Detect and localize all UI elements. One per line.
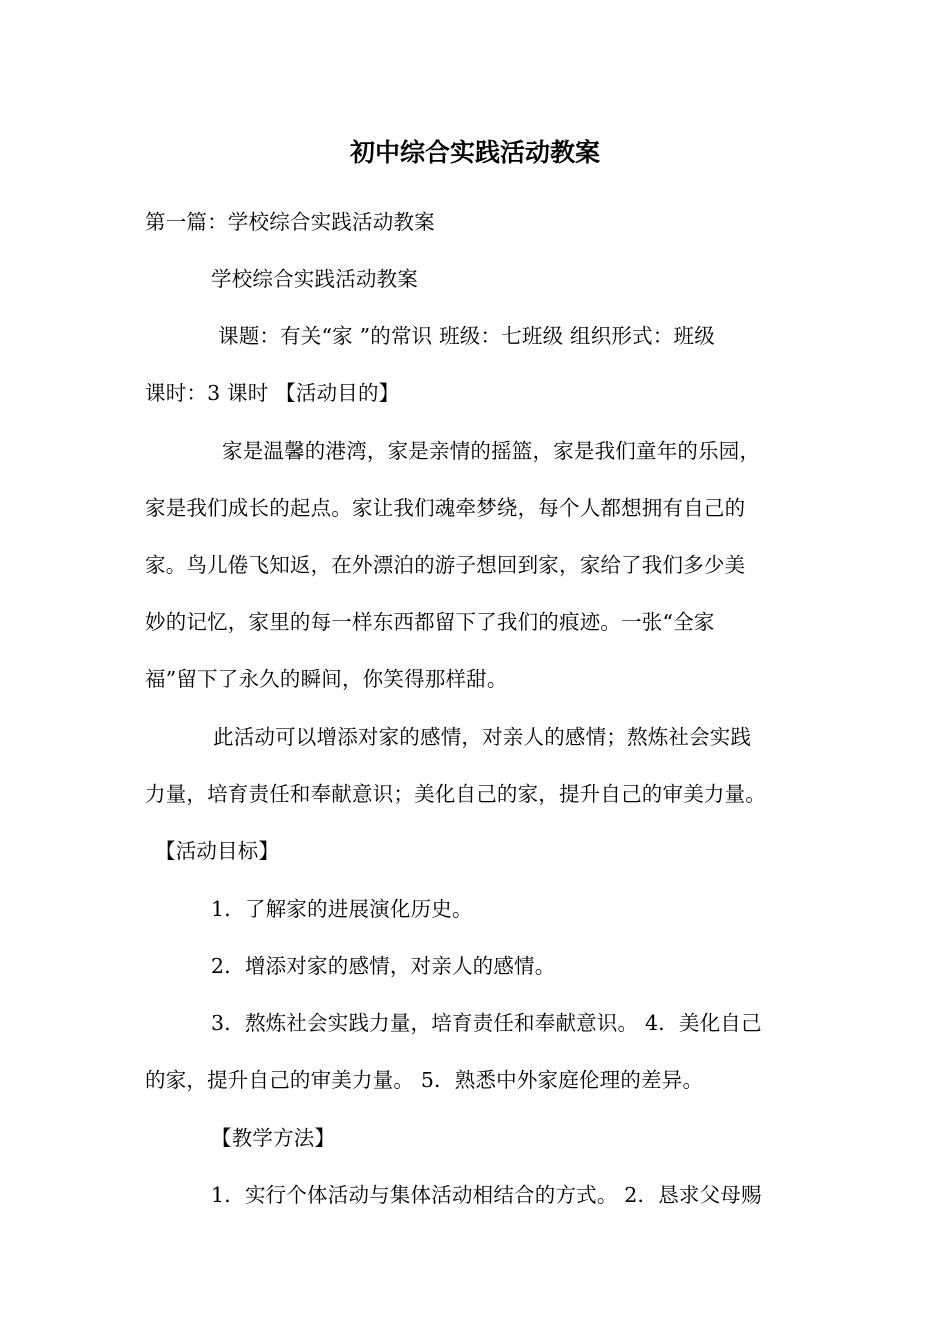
list-item: 2．增添对家的感情，对亲人的感情。 [211, 954, 556, 978]
class-hours-line: 课时：3 课时 【活动目的】 [145, 381, 400, 405]
objectives-heading: 【活动目标】 [155, 839, 280, 863]
list-item: 的家，提升自己的审美力量。 5．熟悉中外家庭伦理的差异。 [145, 1068, 704, 1092]
paragraph-line: 此活动可以增添对家的感情，对亲人的感情；熬炼社会实践 [213, 725, 752, 749]
paragraph-line: 妙的记忆，家里的每一样东西都留下了我们的痕迹。一张“全家 [145, 610, 715, 634]
paragraph-line: 力量，培育责任和奉献意识；美化自己的家，提升自己的审美力量。 [145, 782, 766, 806]
paragraph-line: 家是我们成长的起点。家让我们魂牵梦绕，每个人都想拥有自己的 [145, 496, 746, 520]
lesson-plan-heading: 学校综合实践活动教案 [211, 267, 418, 291]
document-title: 初中综合实践活动教案 [349, 138, 600, 167]
list-item: 1．了解家的进展演化历史。 [211, 897, 473, 921]
list-item: 1．实行个体活动与集体活动相结合的方式。 2．恳求父母赐 [211, 1183, 762, 1207]
section-heading: 第一篇：学校综合实践活动教案 [145, 210, 435, 234]
methods-heading: 【教学方法】 [211, 1126, 336, 1150]
paragraph-line: 家是温馨的港湾，家是亲情的摇篮，家是我们童年的乐园， [222, 439, 761, 463]
paragraph-line: 家。鸟儿倦飞知返，在外漂泊的游子想回到家，家给了我们多少美 [145, 553, 746, 577]
lesson-info-line: 课题：有关“家 ”的常识 班级：七班级 组织形式：班级 [218, 324, 715, 348]
list-item: 3．熬炼社会实践力量，培育责任和奉献意识。 4．美化自己 [211, 1011, 762, 1035]
paragraph-line: 福”留下了永久的瞬间，你笑得那样甜。 [145, 667, 508, 691]
